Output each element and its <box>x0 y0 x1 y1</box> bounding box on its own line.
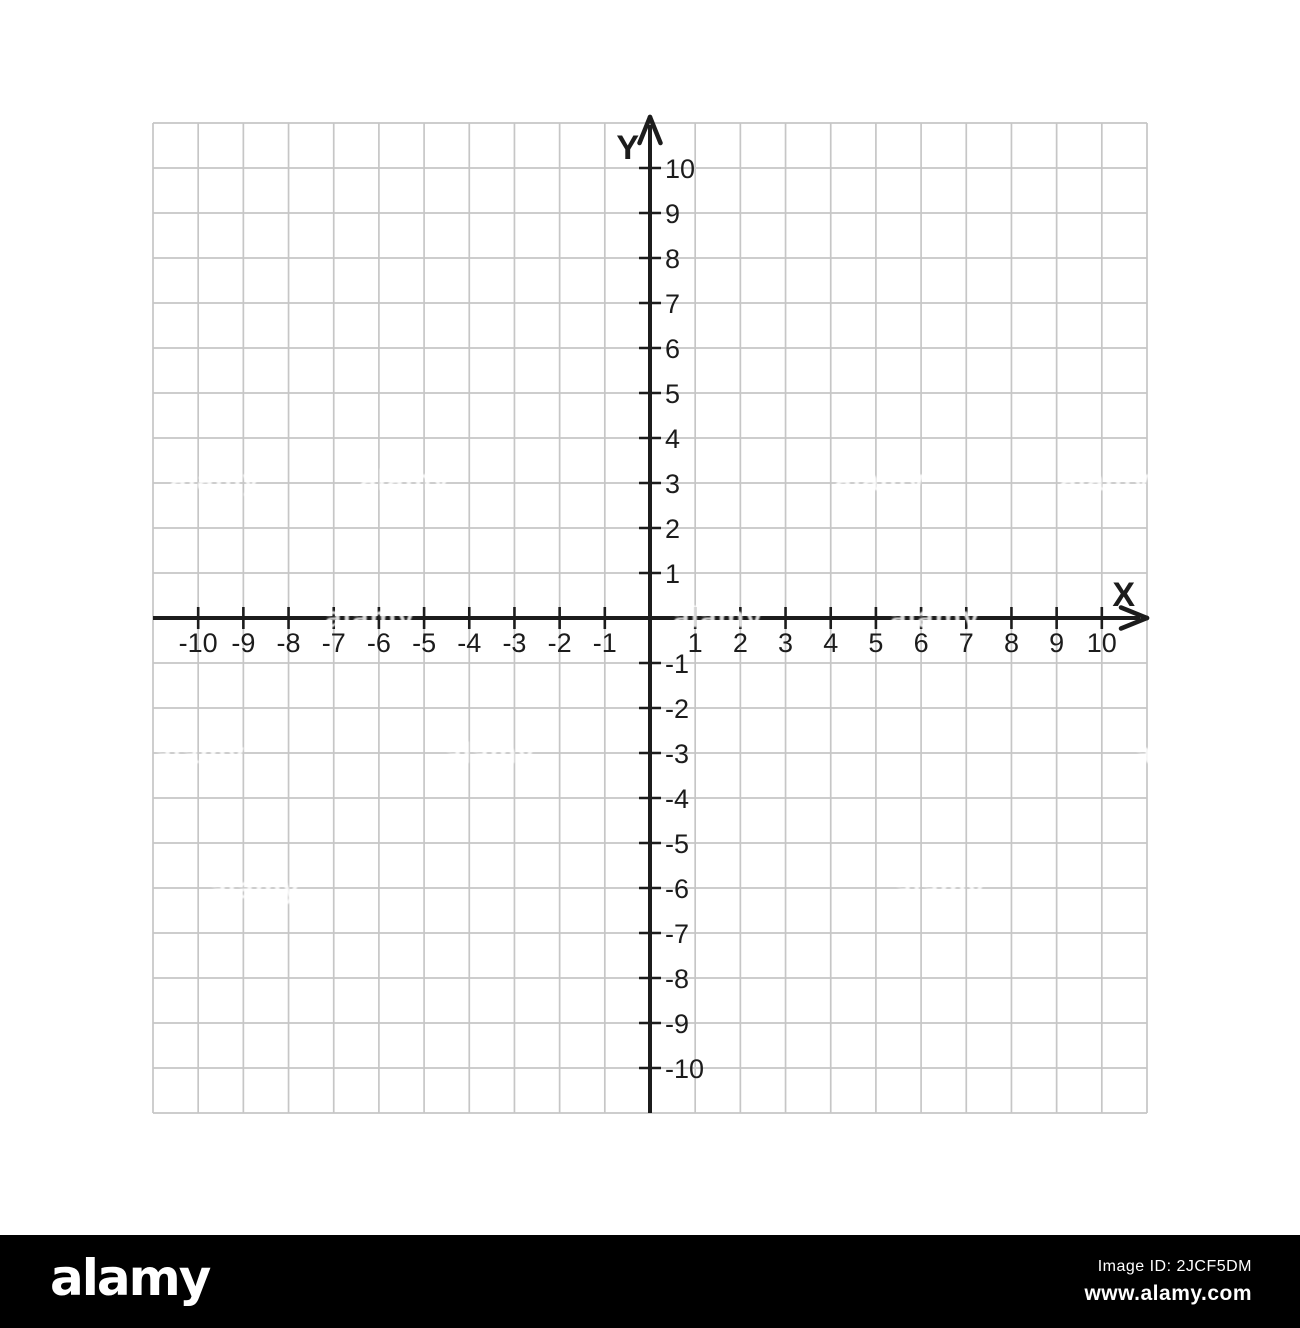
x-tick-label: -9 <box>231 628 256 658</box>
alamy-logo: alamy <box>50 1248 210 1307</box>
footer-info <box>1084 1258 1252 1306</box>
x-tick-label: -1 <box>592 628 617 658</box>
x-tick-label: -5 <box>412 628 437 658</box>
image-id-text: Image ID: 2JCF5DM <box>1097 1257 1252 1275</box>
watermark-tile: alamy <box>359 464 451 497</box>
y-tick-label: 5 <box>665 379 681 409</box>
x-tick-label: 3 <box>778 628 794 658</box>
x-tick-label: 6 <box>913 628 929 658</box>
alamy-url-text: www.alamy.com <box>1084 1281 1252 1305</box>
x-tick-label: -6 <box>366 628 391 658</box>
x-tick-label: -4 <box>457 628 482 658</box>
y-tick-label: 6 <box>665 334 681 364</box>
x-tick-label: -3 <box>502 628 527 658</box>
y-tick-label: 7 <box>665 289 681 319</box>
watermark-tile: alamy <box>1134 737 1226 770</box>
x-tick-label: 7 <box>958 628 974 658</box>
y-tick-label: -1 <box>665 649 690 679</box>
watermark-tile: alamy <box>169 464 261 497</box>
x-tick-label: 2 <box>732 628 748 658</box>
y-tick-label: -3 <box>665 739 690 769</box>
y-tick-label: -2 <box>665 694 690 724</box>
x-tick-label: 1 <box>687 628 703 658</box>
y-tick-label: -4 <box>665 784 690 814</box>
watermark-tile: alamy <box>894 872 986 905</box>
watermark-tile: alamy <box>1059 464 1151 497</box>
y-tick-label: 9 <box>665 199 681 229</box>
footer-bar <box>0 1235 1300 1328</box>
x-tick-label: 10 <box>1086 628 1117 658</box>
watermark-tile: alamy <box>834 464 926 497</box>
y-tick-label: -10 <box>665 1054 705 1084</box>
watermark-tile: alamy <box>672 601 764 634</box>
y-tick-label: -5 <box>665 829 690 859</box>
watermark-tile: alamy <box>444 737 536 770</box>
y-axis-label: Y <box>616 129 639 167</box>
y-tick-label: 8 <box>665 244 681 274</box>
watermark-tile: alamy <box>324 601 416 634</box>
x-tick-label: -7 <box>321 628 346 658</box>
x-tick-label: 5 <box>868 628 884 658</box>
y-tick-label: 3 <box>665 469 681 499</box>
x-tick-label: 4 <box>823 628 839 658</box>
y-tick-label: 10 <box>665 154 696 184</box>
x-tick-label: 8 <box>1003 628 1019 658</box>
y-tick-label: 2 <box>665 514 681 544</box>
watermark-tile: alamy <box>154 737 246 770</box>
y-tick-label: -6 <box>665 874 690 904</box>
y-tick-label: 1 <box>665 559 681 589</box>
x-tick-label: -10 <box>178 628 218 658</box>
x-tick-label: -8 <box>276 628 301 658</box>
y-tick-label: 4 <box>665 424 681 454</box>
y-tick-label: -7 <box>665 919 690 949</box>
watermark-tile: alamy <box>209 872 301 905</box>
watermark-tile: alamy <box>889 601 981 634</box>
y-tick-label: -8 <box>665 964 690 994</box>
x-tick-label: -2 <box>547 628 572 658</box>
x-axis-label: X <box>1112 576 1135 614</box>
y-tick-label: -9 <box>665 1009 690 1039</box>
x-tick-label: 9 <box>1049 628 1065 658</box>
